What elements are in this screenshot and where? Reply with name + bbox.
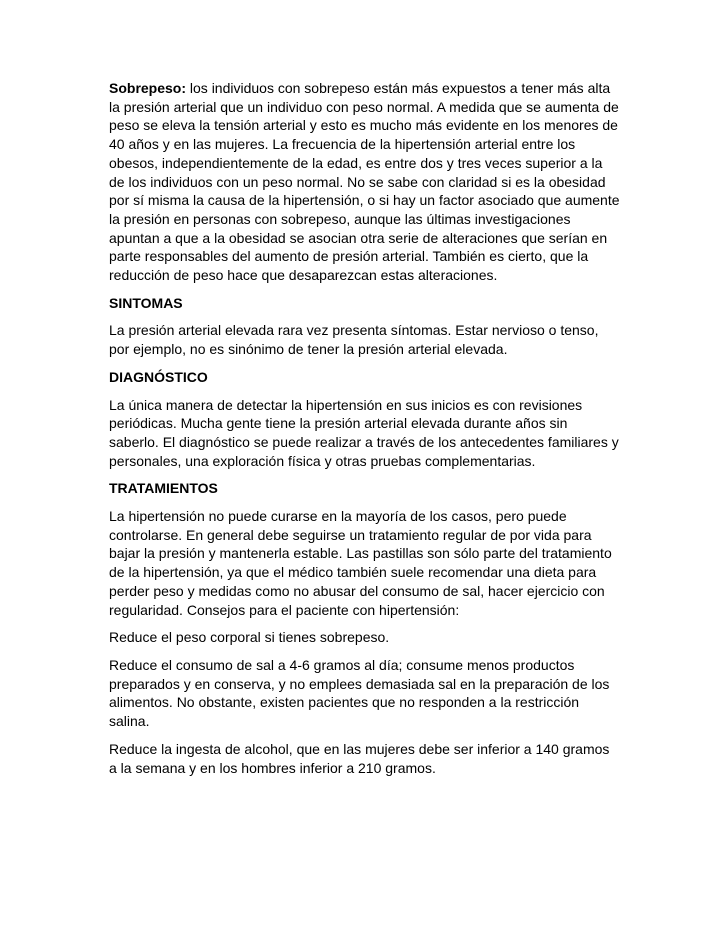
- diagnostico-heading: DIAGNÓSTICO: [109, 368, 208, 385]
- sintomas-paragraph: La presión arterial elevada rara vez presenta síntomas. Estar nervioso o tenso, por ejemplo, no es sinónimo de tener la presión arterial elevada.: [109, 322, 599, 358]
- sobrepeso-paragraph: [109, 79, 621, 285]
- tratamientos-paragraph-1: La hipertensión no puede curarse en la mayoría de los casos, pero puede controlarse. En general debe seguirse un tratamiento regular de por vida para bajar la presión y mantenerla estable. Las pastillas son sólo parte del tratamiento de la hipertensión, ya que el médico también suele recomendar una dieta para perder peso y medidas como no abusar del consumo de sal, hacer ejercicio con regularidad. Consejos para el paciente con hipertensión:: [109, 508, 612, 618]
- diagnostico-paragraph: La única manera de detectar la hipertensión en sus inicios es con revisiones periódicas. Mucha gente tiene la presión arterial elevada durante años sin saberlo. El diagnóstico se puede realizar a través de los antecedentes familiares y personales, una exploración física y otras pruebas complementarias.: [109, 396, 619, 469]
- tratamientos-paragraph-4: Reduce la ingesta de alcohol, que en las mujeres debe ser inferior a 140 gramos a la semana y en los hombres inferior a 210 gramos.: [109, 740, 610, 776]
- sobrepeso-lead: Sobrepeso:: [109, 80, 187, 96]
- tratamientos-paragraph-3: Reduce el consumo de sal a 4-6 gramos al día; consume menos productos preparados y en conserva, y no emplees demasiada sal en la preparación de los alimentos. No obstante, existen pacientes que no responden a la restricción salina.: [109, 656, 610, 730]
- document-page: [109, 79, 621, 786]
- tratamientos-paragraph-2: Reduce el peso corporal si tienes sobrepeso.: [109, 629, 390, 646]
- sobrepeso-text: los individuos con sobrepeso están más expuestos a tener más alta la presión arterial que un individuo con peso normal. A medida que se aumenta de peso se eleva la tensión arterial y esto es mucho más evidente en los menores de 40 años y en las mujeres. La frecuencia de la hipertensión arterial entre los obesos, independientemente de la edad, es entre dos y tres veces superior a la de los individuos con un peso normal. No se sabe con claridad si es la obesidad por sí misma la causa de la hipertensión, o si hay un factor asociado que aumente la presión en personas con sobrepeso, aunque las últimas investigaciones apuntan a que a la obesidad se asocian otra serie de alteraciones que serían en parte responsables del aumento de presión arterial. También es cierto, que la reducción de peso hace que desaparezcan estas alteraciones.: [109, 80, 620, 284]
- sintomas-heading: SINTOMAS: [109, 294, 183, 311]
- tratamientos-heading: TRATAMIENTOS: [109, 480, 218, 497]
